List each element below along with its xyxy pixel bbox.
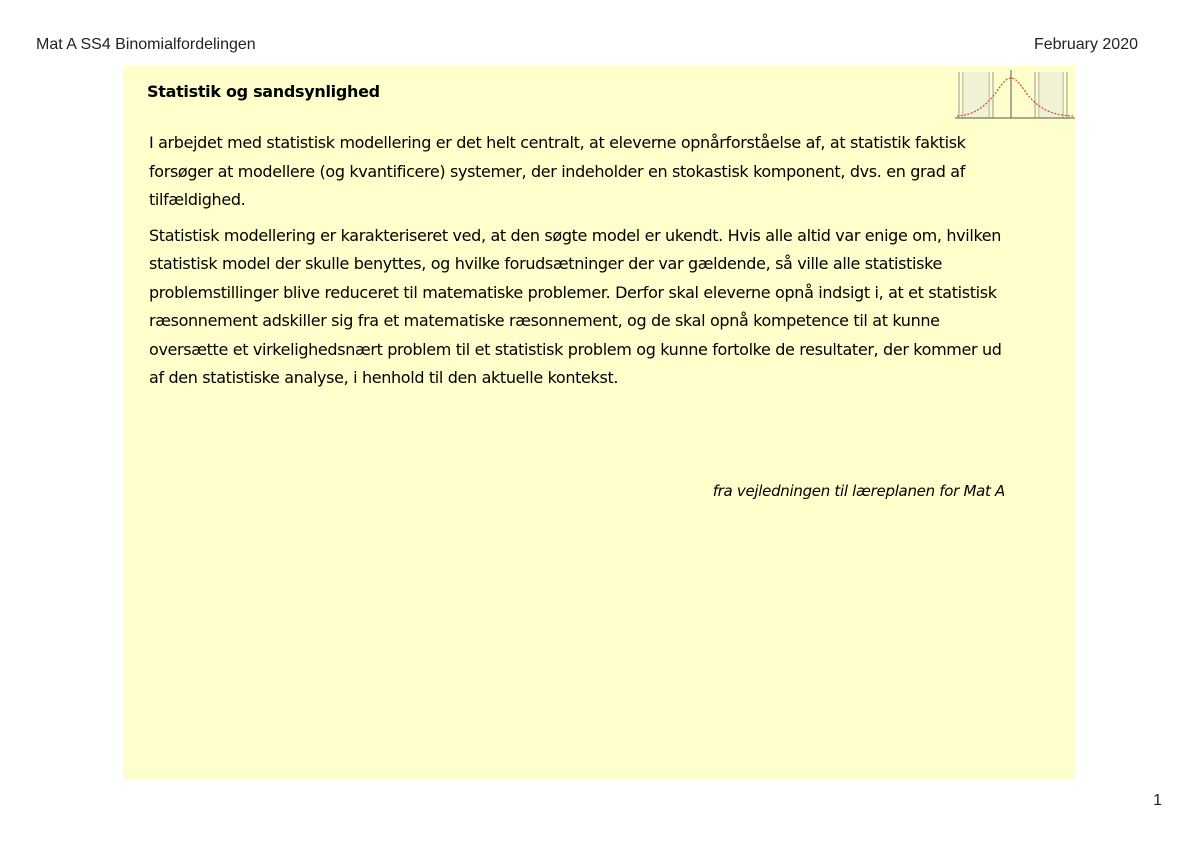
slide-body [149,129,1019,400]
document-header-title: Mat A SS4 Binomialfordelingen [36,36,256,53]
slide [123,66,1075,780]
paragraph: Statistisk modellering er karakteriseret ved, at den søgte model er ukendt. Hvis alle altid var enige om, hvilken statistisk model der skulle benyttes, og hvilke forudsætninger der var gældende, så ville alle statistiske problemstillinger blive reduceret til matematiske problemer. Derfor skal eleverne opnå indsigt i, at et statistisk ræsonnement adskiller sig fra et matematiske ræsonnement, og de skal opnå kompetence til at kunne oversætte et virkelighedsnært problem til et statistisk problem og kunne fortolke de resultater, der kommer ud af den statistiske analyse, i henhold til den aktuelle kontekst. [149,225,1002,387]
normal-distribution-graph-icon [955,68,1075,120]
quote-attribution: fra vejledningen til læreplanen for Mat A [712,482,1005,500]
paragraph: I arbejdet med statistisk modellering er det helt centralt, at eleverne opnårforståelse af, at statistik faktisk forsøger at modellere (og kvantificere) systemer, der indeholder en stokastisk komponent, dvs. en grad af tilfældighed. [149,133,966,209]
slide-title: Statistik og sandsynlighed [147,82,380,101]
document-header-date: February 2020 [1033,36,1138,53]
page-number: 1 [1153,792,1162,809]
